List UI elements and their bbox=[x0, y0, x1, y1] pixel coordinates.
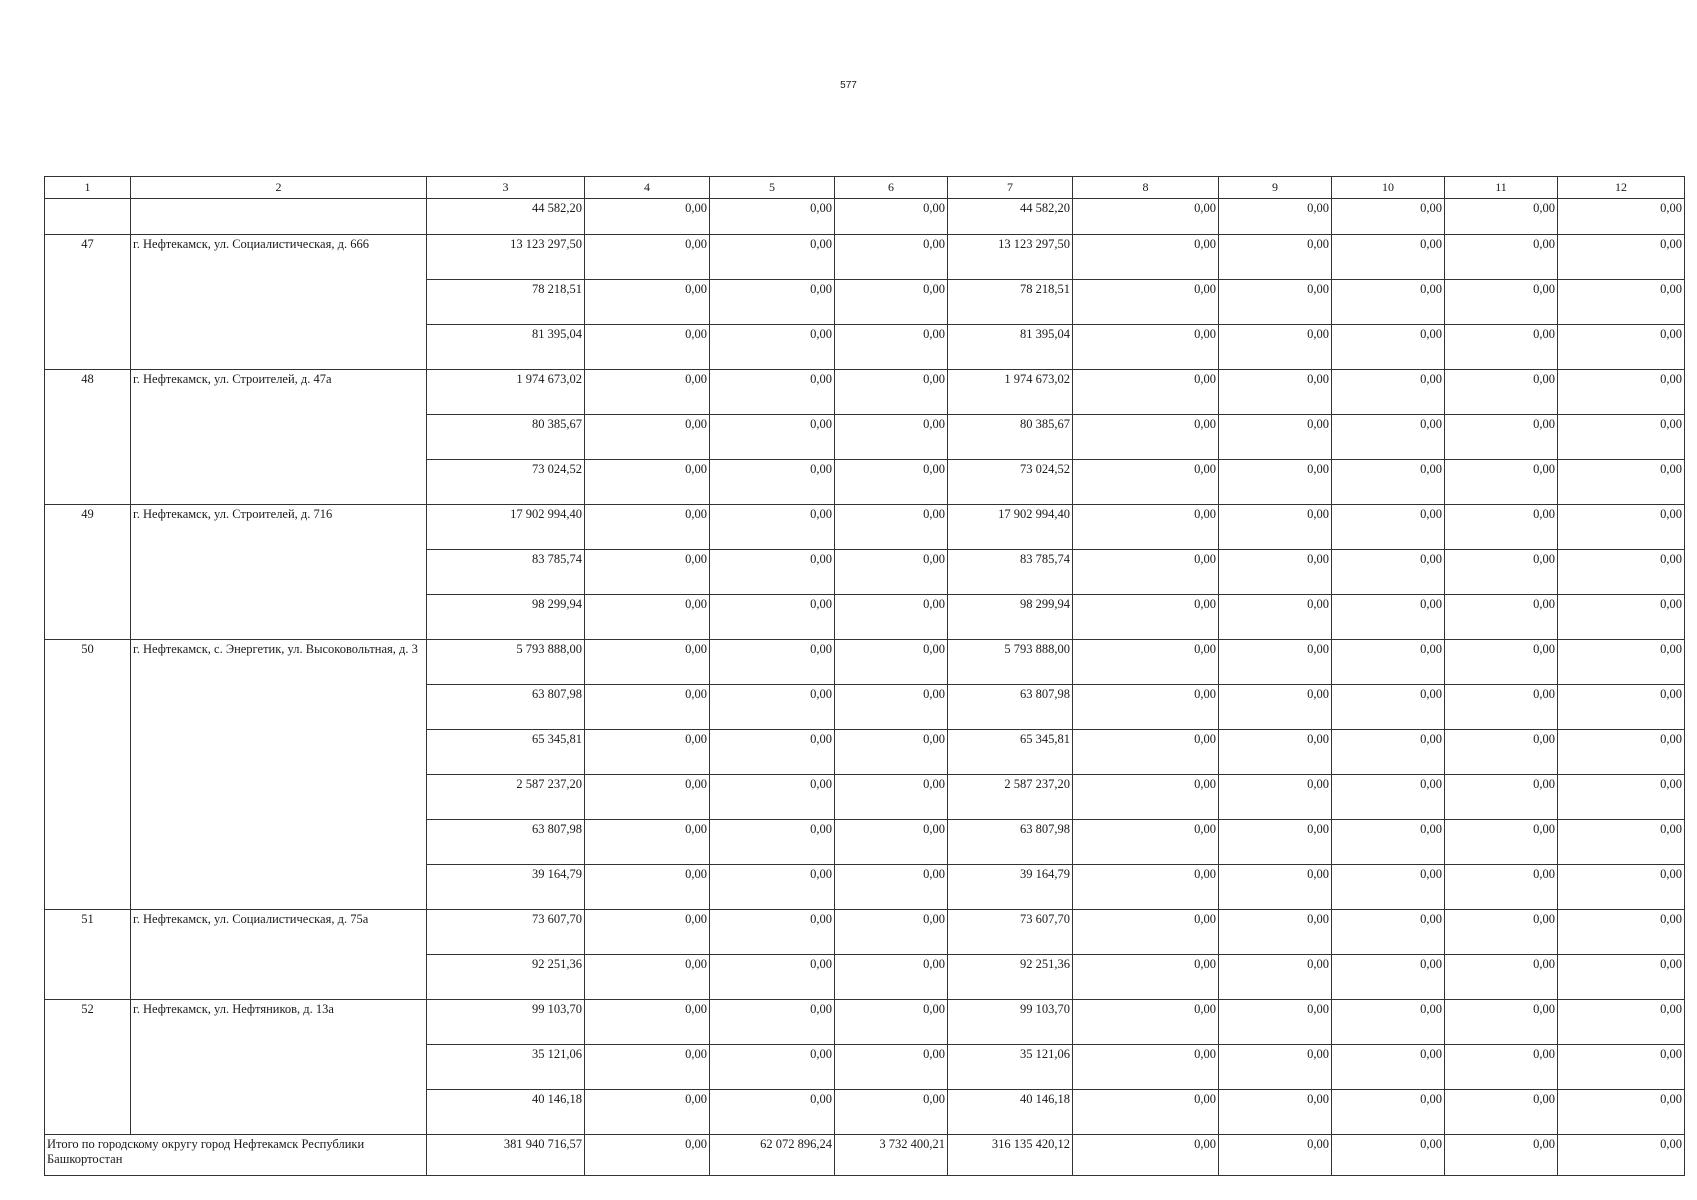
value-cell: 0,00 bbox=[710, 865, 835, 910]
value-cell: 0,00 bbox=[835, 1000, 948, 1045]
address-cell: г. Нефтекамск, ул. Социалистическая, д. 75а bbox=[131, 910, 427, 1000]
value-cell: 0,00 bbox=[1073, 280, 1219, 325]
value-cell: 0,00 bbox=[835, 280, 948, 325]
value-cell: 0,00 bbox=[710, 505, 835, 550]
value-cell: 5 793 888,00 bbox=[427, 640, 585, 685]
value-cell: 92 251,36 bbox=[948, 955, 1073, 1000]
value-cell: 0,00 bbox=[710, 820, 835, 865]
value-cell: 0,00 bbox=[1332, 415, 1445, 460]
value-cell: 0,00 bbox=[835, 685, 948, 730]
value-cell: 0,00 bbox=[1219, 1090, 1332, 1135]
value-cell: 78 218,51 bbox=[948, 280, 1073, 325]
value-cell: 0,00 bbox=[1558, 775, 1685, 820]
value-cell: 0,00 bbox=[1219, 460, 1332, 505]
value-cell: 0,00 bbox=[1332, 730, 1445, 775]
value-cell: 65 345,81 bbox=[427, 730, 585, 775]
row-number: 49 bbox=[45, 505, 131, 640]
value-cell: 0,00 bbox=[1219, 370, 1332, 415]
table-row bbox=[45, 640, 1685, 685]
value-cell: 0,00 bbox=[1558, 415, 1685, 460]
value-cell: 0,00 bbox=[1332, 955, 1445, 1000]
value-cell: 0,00 bbox=[1558, 1000, 1685, 1045]
value-cell: 0,00 bbox=[585, 775, 710, 820]
value-cell: 0,00 bbox=[585, 505, 710, 550]
value-cell: 0,00 bbox=[710, 910, 835, 955]
value-cell: 0,00 bbox=[1558, 640, 1685, 685]
value-cell: 0,00 bbox=[1073, 865, 1219, 910]
value-cell: 0,00 bbox=[1073, 820, 1219, 865]
value-cell: 2 587 237,20 bbox=[948, 775, 1073, 820]
value-cell: 0,00 bbox=[1558, 280, 1685, 325]
value-cell: 0,00 bbox=[1219, 415, 1332, 460]
value-cell: 0,00 bbox=[710, 199, 835, 235]
value-cell: 0,00 bbox=[835, 595, 948, 640]
value-cell: 0,00 bbox=[1445, 775, 1558, 820]
page-number: 577 bbox=[840, 80, 857, 91]
row-number bbox=[45, 199, 131, 235]
table-row bbox=[45, 199, 1685, 235]
value-cell: 0,00 bbox=[835, 820, 948, 865]
value-cell: 0,00 bbox=[1073, 640, 1219, 685]
total-cell: 3 732 400,21 bbox=[835, 1135, 948, 1176]
col-header: 3 bbox=[427, 177, 585, 199]
value-cell: 13 123 297,50 bbox=[948, 235, 1073, 280]
value-cell: 0,00 bbox=[710, 685, 835, 730]
value-cell: 0,00 bbox=[710, 1000, 835, 1045]
value-cell: 0,00 bbox=[585, 415, 710, 460]
value-cell: 0,00 bbox=[1219, 865, 1332, 910]
table-row bbox=[45, 910, 1685, 955]
value-cell: 0,00 bbox=[1219, 640, 1332, 685]
value-cell: 0,00 bbox=[1445, 640, 1558, 685]
value-cell: 0,00 bbox=[1558, 730, 1685, 775]
address-cell: г. Нефтекамск, ул. Нефтяников, д. 13а bbox=[131, 1000, 427, 1135]
value-cell: 13 123 297,50 bbox=[427, 235, 585, 280]
value-cell: 0,00 bbox=[1558, 865, 1685, 910]
value-cell: 0,00 bbox=[1332, 550, 1445, 595]
value-cell: 0,00 bbox=[1445, 1000, 1558, 1045]
value-cell: 0,00 bbox=[1219, 1000, 1332, 1045]
value-cell: 0,00 bbox=[1445, 865, 1558, 910]
value-cell: 40 146,18 bbox=[427, 1090, 585, 1135]
col-header: 11 bbox=[1445, 177, 1558, 199]
value-cell: 0,00 bbox=[835, 415, 948, 460]
value-cell: 0,00 bbox=[585, 1000, 710, 1045]
value-cell: 35 121,06 bbox=[427, 1045, 585, 1090]
value-cell: 73 024,52 bbox=[948, 460, 1073, 505]
value-cell: 0,00 bbox=[1445, 1090, 1558, 1135]
value-cell: 0,00 bbox=[1445, 325, 1558, 370]
value-cell: 0,00 bbox=[1073, 955, 1219, 1000]
total-cell: 62 072 896,24 bbox=[710, 1135, 835, 1176]
value-cell: 44 582,20 bbox=[427, 199, 585, 235]
value-cell: 0,00 bbox=[1219, 730, 1332, 775]
value-cell: 0,00 bbox=[585, 280, 710, 325]
col-header: 1 bbox=[45, 177, 131, 199]
value-cell: 0,00 bbox=[1219, 325, 1332, 370]
value-cell: 0,00 bbox=[1332, 1090, 1445, 1135]
value-cell: 0,00 bbox=[1445, 730, 1558, 775]
value-cell: 0,00 bbox=[1445, 910, 1558, 955]
value-cell: 0,00 bbox=[1073, 1090, 1219, 1135]
value-cell: 17 902 994,40 bbox=[427, 505, 585, 550]
value-cell: 0,00 bbox=[1332, 865, 1445, 910]
value-cell: 0,00 bbox=[1219, 595, 1332, 640]
value-cell: 0,00 bbox=[1219, 820, 1332, 865]
value-cell: 1 974 673,02 bbox=[948, 370, 1073, 415]
value-cell: 0,00 bbox=[1558, 685, 1685, 730]
value-cell: 0,00 bbox=[1073, 1000, 1219, 1045]
value-cell: 0,00 bbox=[1219, 955, 1332, 1000]
value-cell: 0,00 bbox=[1219, 235, 1332, 280]
value-cell: 39 164,79 bbox=[948, 865, 1073, 910]
value-cell: 0,00 bbox=[710, 370, 835, 415]
value-cell: 99 103,70 bbox=[427, 1000, 585, 1045]
total-cell: 0,00 bbox=[1332, 1135, 1445, 1176]
value-cell: 0,00 bbox=[1558, 910, 1685, 955]
value-cell: 0,00 bbox=[1219, 199, 1332, 235]
value-cell: 0,00 bbox=[1073, 505, 1219, 550]
value-cell: 0,00 bbox=[835, 1090, 948, 1135]
value-cell: 0,00 bbox=[1219, 775, 1332, 820]
value-cell: 0,00 bbox=[835, 550, 948, 595]
value-cell: 0,00 bbox=[1558, 595, 1685, 640]
value-cell: 0,00 bbox=[710, 325, 835, 370]
total-cell: 381 940 716,57 bbox=[427, 1135, 585, 1176]
value-cell: 0,00 bbox=[585, 820, 710, 865]
table-row bbox=[45, 505, 1685, 550]
value-cell: 0,00 bbox=[1073, 235, 1219, 280]
total-cell: 0,00 bbox=[1558, 1135, 1685, 1176]
value-cell: 73 607,70 bbox=[948, 910, 1073, 955]
value-cell: 0,00 bbox=[1219, 505, 1332, 550]
value-cell: 0,00 bbox=[1332, 595, 1445, 640]
col-header: 6 bbox=[835, 177, 948, 199]
table-row bbox=[45, 370, 1685, 415]
total-row bbox=[45, 1135, 1685, 1176]
value-cell: 0,00 bbox=[585, 550, 710, 595]
address-cell: г. Нефтекамск, ул. Строителей, д. 716 bbox=[131, 505, 427, 640]
value-cell: 0,00 bbox=[1332, 910, 1445, 955]
value-cell: 0,00 bbox=[835, 235, 948, 280]
col-header: 12 bbox=[1558, 177, 1685, 199]
value-cell: 0,00 bbox=[1558, 460, 1685, 505]
address-cell: г. Нефтекамск, ул. Строителей, д. 47а bbox=[131, 370, 427, 505]
value-cell: 0,00 bbox=[835, 730, 948, 775]
value-cell: 0,00 bbox=[835, 325, 948, 370]
value-cell: 0,00 bbox=[1332, 325, 1445, 370]
value-cell: 0,00 bbox=[1073, 910, 1219, 955]
value-cell: 0,00 bbox=[710, 595, 835, 640]
value-cell: 0,00 bbox=[835, 370, 948, 415]
value-cell: 0,00 bbox=[710, 280, 835, 325]
value-cell: 0,00 bbox=[1445, 685, 1558, 730]
value-cell: 73 024,52 bbox=[427, 460, 585, 505]
value-cell: 63 807,98 bbox=[948, 820, 1073, 865]
value-cell: 0,00 bbox=[1558, 820, 1685, 865]
value-cell: 0,00 bbox=[1219, 280, 1332, 325]
data-table bbox=[44, 176, 1685, 1176]
value-cell: 0,00 bbox=[1445, 199, 1558, 235]
value-cell: 0,00 bbox=[1073, 775, 1219, 820]
value-cell: 0,00 bbox=[1332, 1000, 1445, 1045]
value-cell: 0,00 bbox=[585, 730, 710, 775]
value-cell: 0,00 bbox=[1332, 460, 1445, 505]
value-cell: 0,00 bbox=[835, 640, 948, 685]
value-cell: 73 607,70 bbox=[427, 910, 585, 955]
value-cell: 0,00 bbox=[585, 235, 710, 280]
value-cell: 83 785,74 bbox=[427, 550, 585, 595]
value-cell: 0,00 bbox=[1445, 280, 1558, 325]
value-cell: 0,00 bbox=[835, 199, 948, 235]
value-cell: 0,00 bbox=[1445, 955, 1558, 1000]
col-header: 7 bbox=[948, 177, 1073, 199]
address-cell: г. Нефтекамск, ул. Социалистическая, д. 666 bbox=[131, 235, 427, 370]
value-cell: 98 299,94 bbox=[948, 595, 1073, 640]
value-cell: 0,00 bbox=[835, 775, 948, 820]
value-cell: 0,00 bbox=[585, 325, 710, 370]
value-cell: 0,00 bbox=[585, 910, 710, 955]
value-cell: 98 299,94 bbox=[427, 595, 585, 640]
value-cell: 65 345,81 bbox=[948, 730, 1073, 775]
total-cell: 0,00 bbox=[585, 1135, 710, 1176]
value-cell: 0,00 bbox=[710, 235, 835, 280]
value-cell: 0,00 bbox=[710, 460, 835, 505]
value-cell: 0,00 bbox=[835, 865, 948, 910]
value-cell: 0,00 bbox=[835, 910, 948, 955]
value-cell: 5 793 888,00 bbox=[948, 640, 1073, 685]
value-cell: 0,00 bbox=[1332, 505, 1445, 550]
value-cell: 0,00 bbox=[1558, 955, 1685, 1000]
col-header: 10 bbox=[1332, 177, 1445, 199]
value-cell: 0,00 bbox=[1445, 820, 1558, 865]
value-cell: 0,00 bbox=[1073, 370, 1219, 415]
value-cell: 0,00 bbox=[1073, 730, 1219, 775]
value-cell: 0,00 bbox=[1073, 550, 1219, 595]
value-cell: 63 807,98 bbox=[427, 820, 585, 865]
value-cell: 0,00 bbox=[835, 460, 948, 505]
value-cell: 80 385,67 bbox=[427, 415, 585, 460]
value-cell: 0,00 bbox=[1219, 1045, 1332, 1090]
value-cell: 0,00 bbox=[1073, 1045, 1219, 1090]
value-cell: 0,00 bbox=[835, 505, 948, 550]
value-cell: 81 395,04 bbox=[427, 325, 585, 370]
value-cell: 80 385,67 bbox=[948, 415, 1073, 460]
value-cell: 39 164,79 bbox=[427, 865, 585, 910]
value-cell: 0,00 bbox=[1558, 235, 1685, 280]
row-number: 48 bbox=[45, 370, 131, 505]
value-cell: 0,00 bbox=[1219, 910, 1332, 955]
value-cell: 92 251,36 bbox=[427, 955, 585, 1000]
value-cell: 0,00 bbox=[1073, 685, 1219, 730]
col-header: 9 bbox=[1219, 177, 1332, 199]
value-cell: 0,00 bbox=[710, 955, 835, 1000]
value-cell: 0,00 bbox=[585, 865, 710, 910]
value-cell: 0,00 bbox=[710, 1045, 835, 1090]
value-cell: 0,00 bbox=[1073, 595, 1219, 640]
total-label: Итого по городскому округу город Нефтекамск Республики Башкортостан bbox=[45, 1135, 427, 1176]
value-cell: 0,00 bbox=[710, 775, 835, 820]
value-cell: 0,00 bbox=[1073, 460, 1219, 505]
value-cell: 0,00 bbox=[1445, 235, 1558, 280]
value-cell: 0,00 bbox=[1445, 505, 1558, 550]
value-cell: 0,00 bbox=[585, 199, 710, 235]
value-cell: 0,00 bbox=[710, 550, 835, 595]
col-header: 8 bbox=[1073, 177, 1219, 199]
row-number: 51 bbox=[45, 910, 131, 1000]
address-cell: г. Нефтекамск, с. Энергетик, ул. Высоковольтная, д. 3 bbox=[131, 640, 427, 910]
value-cell: 0,00 bbox=[710, 1090, 835, 1135]
value-cell: 0,00 bbox=[1332, 1045, 1445, 1090]
value-cell: 0,00 bbox=[1558, 1045, 1685, 1090]
value-cell: 0,00 bbox=[1558, 550, 1685, 595]
value-cell: 0,00 bbox=[1332, 235, 1445, 280]
value-cell: 0,00 bbox=[585, 1090, 710, 1135]
value-cell: 0,00 bbox=[1445, 415, 1558, 460]
col-header: 4 bbox=[585, 177, 710, 199]
value-cell: 0,00 bbox=[1445, 1045, 1558, 1090]
value-cell: 0,00 bbox=[585, 1045, 710, 1090]
value-cell: 0,00 bbox=[585, 370, 710, 415]
value-cell: 0,00 bbox=[1332, 199, 1445, 235]
value-cell: 0,00 bbox=[1558, 370, 1685, 415]
value-cell: 0,00 bbox=[585, 460, 710, 505]
value-cell: 63 807,98 bbox=[948, 685, 1073, 730]
value-cell: 0,00 bbox=[585, 955, 710, 1000]
col-header: 2 bbox=[131, 177, 427, 199]
value-cell: 0,00 bbox=[1445, 550, 1558, 595]
total-cell: 316 135 420,12 bbox=[948, 1135, 1073, 1176]
value-cell: 0,00 bbox=[1445, 595, 1558, 640]
value-cell: 44 582,20 bbox=[948, 199, 1073, 235]
value-cell: 81 395,04 bbox=[948, 325, 1073, 370]
value-cell: 40 146,18 bbox=[948, 1090, 1073, 1135]
value-cell: 78 218,51 bbox=[427, 280, 585, 325]
value-cell: 0,00 bbox=[1332, 280, 1445, 325]
value-cell: 0,00 bbox=[585, 685, 710, 730]
value-cell: 0,00 bbox=[1332, 640, 1445, 685]
value-cell: 0,00 bbox=[1073, 415, 1219, 460]
value-cell: 0,00 bbox=[1332, 685, 1445, 730]
value-cell: 0,00 bbox=[1558, 1090, 1685, 1135]
value-cell: 35 121,06 bbox=[948, 1045, 1073, 1090]
value-cell: 63 807,98 bbox=[427, 685, 585, 730]
value-cell: 0,00 bbox=[1219, 550, 1332, 595]
col-header: 5 bbox=[710, 177, 835, 199]
row-number: 50 bbox=[45, 640, 131, 910]
value-cell: 0,00 bbox=[1332, 820, 1445, 865]
header-row bbox=[45, 177, 1685, 199]
total-cell: 0,00 bbox=[1073, 1135, 1219, 1176]
table-body bbox=[45, 199, 1685, 1135]
value-cell: 17 902 994,40 bbox=[948, 505, 1073, 550]
value-cell: 0,00 bbox=[1219, 685, 1332, 730]
table-row bbox=[45, 235, 1685, 280]
value-cell: 83 785,74 bbox=[948, 550, 1073, 595]
value-cell: 0,00 bbox=[1073, 199, 1219, 235]
value-cell: 1 974 673,02 bbox=[427, 370, 585, 415]
value-cell: 0,00 bbox=[1558, 505, 1685, 550]
value-cell: 0,00 bbox=[1445, 370, 1558, 415]
value-cell: 0,00 bbox=[835, 1045, 948, 1090]
value-cell: 0,00 bbox=[710, 640, 835, 685]
value-cell: 0,00 bbox=[1332, 370, 1445, 415]
total-cell: 0,00 bbox=[1445, 1135, 1558, 1176]
row-number: 47 bbox=[45, 235, 131, 370]
table-row bbox=[45, 1000, 1685, 1045]
value-cell: 0,00 bbox=[1558, 199, 1685, 235]
value-cell: 0,00 bbox=[1558, 325, 1685, 370]
value-cell: 0,00 bbox=[710, 730, 835, 775]
address-cell bbox=[131, 199, 427, 235]
value-cell: 0,00 bbox=[585, 640, 710, 685]
value-cell: 2 587 237,20 bbox=[427, 775, 585, 820]
value-cell: 0,00 bbox=[710, 415, 835, 460]
value-cell: 99 103,70 bbox=[948, 1000, 1073, 1045]
value-cell: 0,00 bbox=[1445, 460, 1558, 505]
value-cell: 0,00 bbox=[835, 955, 948, 1000]
value-cell: 0,00 bbox=[1332, 775, 1445, 820]
value-cell: 0,00 bbox=[1073, 325, 1219, 370]
value-cell: 0,00 bbox=[585, 595, 710, 640]
total-cell: 0,00 bbox=[1219, 1135, 1332, 1176]
row-number: 52 bbox=[45, 1000, 131, 1135]
